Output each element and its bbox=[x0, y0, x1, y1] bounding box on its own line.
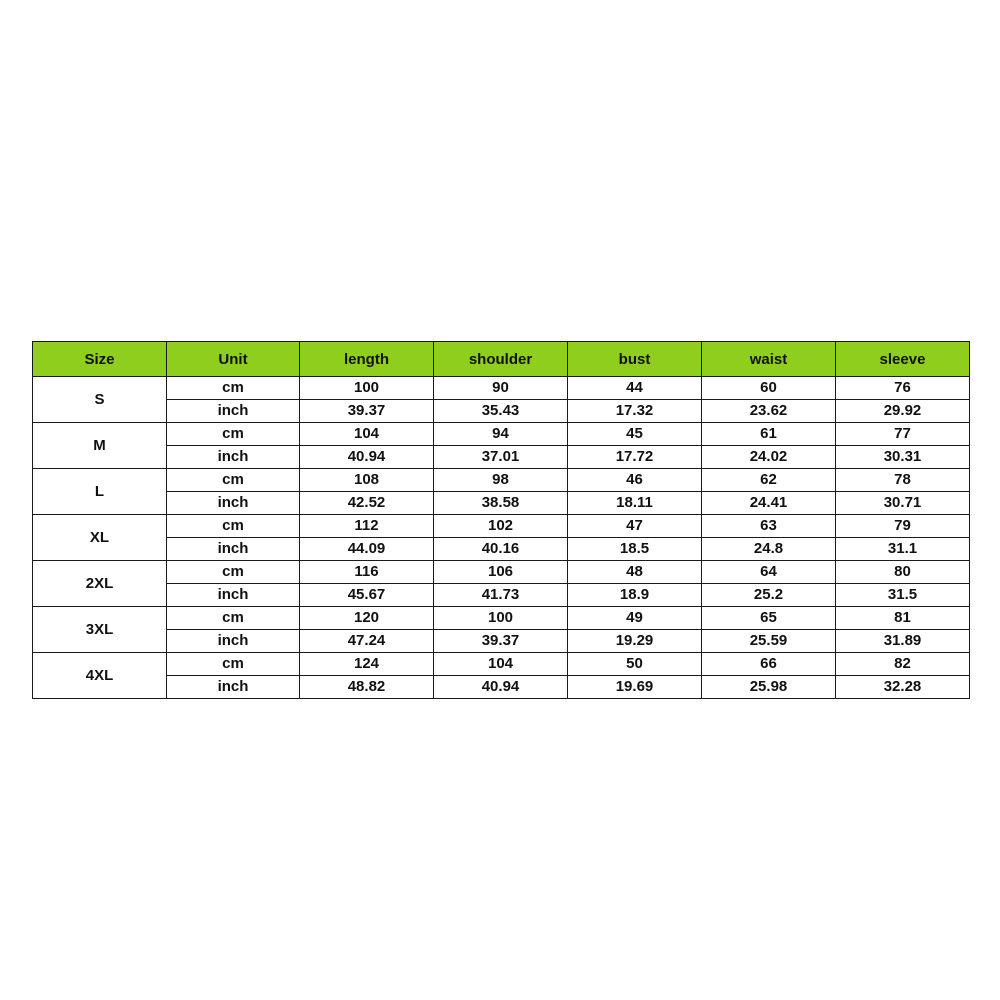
unit-cell: inch bbox=[167, 538, 300, 561]
bust-cell: 18.9 bbox=[568, 584, 702, 607]
waist-cell: 25.98 bbox=[702, 676, 836, 699]
unit-cell: cm bbox=[167, 607, 300, 630]
header-waist: waist bbox=[702, 342, 836, 377]
table-row bbox=[33, 469, 970, 492]
length-cell: 104 bbox=[300, 423, 434, 446]
unit-cell: cm bbox=[167, 377, 300, 400]
shoulder-cell: 90 bbox=[434, 377, 568, 400]
unit-cell: inch bbox=[167, 584, 300, 607]
table-row bbox=[33, 400, 970, 423]
size-chart-table bbox=[32, 341, 970, 699]
sleeve-cell: 82 bbox=[836, 653, 970, 676]
shoulder-cell: 98 bbox=[434, 469, 568, 492]
sleeve-cell: 81 bbox=[836, 607, 970, 630]
shoulder-cell: 41.73 bbox=[434, 584, 568, 607]
table-row bbox=[33, 538, 970, 561]
shoulder-cell: 106 bbox=[434, 561, 568, 584]
bust-cell: 48 bbox=[568, 561, 702, 584]
bust-cell: 19.69 bbox=[568, 676, 702, 699]
length-cell: 108 bbox=[300, 469, 434, 492]
table-row bbox=[33, 676, 970, 699]
size-cell: S bbox=[33, 377, 167, 423]
bust-cell: 18.11 bbox=[568, 492, 702, 515]
length-cell: 39.37 bbox=[300, 400, 434, 423]
shoulder-cell: 39.37 bbox=[434, 630, 568, 653]
table-row bbox=[33, 561, 970, 584]
length-cell: 44.09 bbox=[300, 538, 434, 561]
sleeve-cell: 78 bbox=[836, 469, 970, 492]
header-size: Size bbox=[33, 342, 167, 377]
header-sleeve: sleeve bbox=[836, 342, 970, 377]
waist-cell: 25.59 bbox=[702, 630, 836, 653]
sleeve-cell: 77 bbox=[836, 423, 970, 446]
length-cell: 120 bbox=[300, 607, 434, 630]
shoulder-cell: 35.43 bbox=[434, 400, 568, 423]
waist-cell: 24.8 bbox=[702, 538, 836, 561]
size-chart-body bbox=[33, 377, 970, 699]
sleeve-cell: 29.92 bbox=[836, 400, 970, 423]
length-cell: 45.67 bbox=[300, 584, 434, 607]
sleeve-cell: 30.71 bbox=[836, 492, 970, 515]
unit-cell: cm bbox=[167, 561, 300, 584]
waist-cell: 63 bbox=[702, 515, 836, 538]
sleeve-cell: 76 bbox=[836, 377, 970, 400]
unit-cell: inch bbox=[167, 400, 300, 423]
sleeve-cell: 79 bbox=[836, 515, 970, 538]
shoulder-cell: 37.01 bbox=[434, 446, 568, 469]
bust-cell: 17.72 bbox=[568, 446, 702, 469]
bust-cell: 18.5 bbox=[568, 538, 702, 561]
table-row bbox=[33, 653, 970, 676]
header-unit: Unit bbox=[167, 342, 300, 377]
length-cell: 100 bbox=[300, 377, 434, 400]
waist-cell: 24.41 bbox=[702, 492, 836, 515]
shoulder-cell: 100 bbox=[434, 607, 568, 630]
bust-cell: 17.32 bbox=[568, 400, 702, 423]
table-row bbox=[33, 423, 970, 446]
length-cell: 42.52 bbox=[300, 492, 434, 515]
size-cell: 4XL bbox=[33, 653, 167, 699]
waist-cell: 61 bbox=[702, 423, 836, 446]
sleeve-cell: 31.5 bbox=[836, 584, 970, 607]
table-row bbox=[33, 584, 970, 607]
length-cell: 48.82 bbox=[300, 676, 434, 699]
size-cell: XL bbox=[33, 515, 167, 561]
table-row bbox=[33, 607, 970, 630]
unit-cell: cm bbox=[167, 515, 300, 538]
waist-cell: 65 bbox=[702, 607, 836, 630]
size-cell: 2XL bbox=[33, 561, 167, 607]
waist-cell: 25.2 bbox=[702, 584, 836, 607]
bust-cell: 49 bbox=[568, 607, 702, 630]
bust-cell: 47 bbox=[568, 515, 702, 538]
shoulder-cell: 104 bbox=[434, 653, 568, 676]
table-row bbox=[33, 492, 970, 515]
header-bust: bust bbox=[568, 342, 702, 377]
size-cell: M bbox=[33, 423, 167, 469]
table-row bbox=[33, 446, 970, 469]
sleeve-cell: 31.89 bbox=[836, 630, 970, 653]
waist-cell: 60 bbox=[702, 377, 836, 400]
bust-cell: 45 bbox=[568, 423, 702, 446]
waist-cell: 64 bbox=[702, 561, 836, 584]
length-cell: 124 bbox=[300, 653, 434, 676]
waist-cell: 62 bbox=[702, 469, 836, 492]
waist-cell: 24.02 bbox=[702, 446, 836, 469]
bust-cell: 46 bbox=[568, 469, 702, 492]
header-shoulder: shoulder bbox=[434, 342, 568, 377]
shoulder-cell: 38.58 bbox=[434, 492, 568, 515]
unit-cell: cm bbox=[167, 653, 300, 676]
waist-cell: 66 bbox=[702, 653, 836, 676]
unit-cell: inch bbox=[167, 676, 300, 699]
shoulder-cell: 102 bbox=[434, 515, 568, 538]
unit-cell: cm bbox=[167, 423, 300, 446]
sleeve-cell: 30.31 bbox=[836, 446, 970, 469]
header-row bbox=[33, 342, 970, 377]
size-cell: 3XL bbox=[33, 607, 167, 653]
bust-cell: 50 bbox=[568, 653, 702, 676]
header-length: length bbox=[300, 342, 434, 377]
size-cell: L bbox=[33, 469, 167, 515]
shoulder-cell: 94 bbox=[434, 423, 568, 446]
length-cell: 112 bbox=[300, 515, 434, 538]
unit-cell: inch bbox=[167, 492, 300, 515]
size-chart-header bbox=[33, 342, 970, 377]
length-cell: 40.94 bbox=[300, 446, 434, 469]
unit-cell: cm bbox=[167, 469, 300, 492]
length-cell: 47.24 bbox=[300, 630, 434, 653]
sleeve-cell: 31.1 bbox=[836, 538, 970, 561]
waist-cell: 23.62 bbox=[702, 400, 836, 423]
shoulder-cell: 40.16 bbox=[434, 538, 568, 561]
sleeve-cell: 80 bbox=[836, 561, 970, 584]
shoulder-cell: 40.94 bbox=[434, 676, 568, 699]
table-row bbox=[33, 377, 970, 400]
unit-cell: inch bbox=[167, 630, 300, 653]
unit-cell: inch bbox=[167, 446, 300, 469]
bust-cell: 44 bbox=[568, 377, 702, 400]
bust-cell: 19.29 bbox=[568, 630, 702, 653]
sleeve-cell: 32.28 bbox=[836, 676, 970, 699]
table-row bbox=[33, 630, 970, 653]
length-cell: 116 bbox=[300, 561, 434, 584]
table-row bbox=[33, 515, 970, 538]
